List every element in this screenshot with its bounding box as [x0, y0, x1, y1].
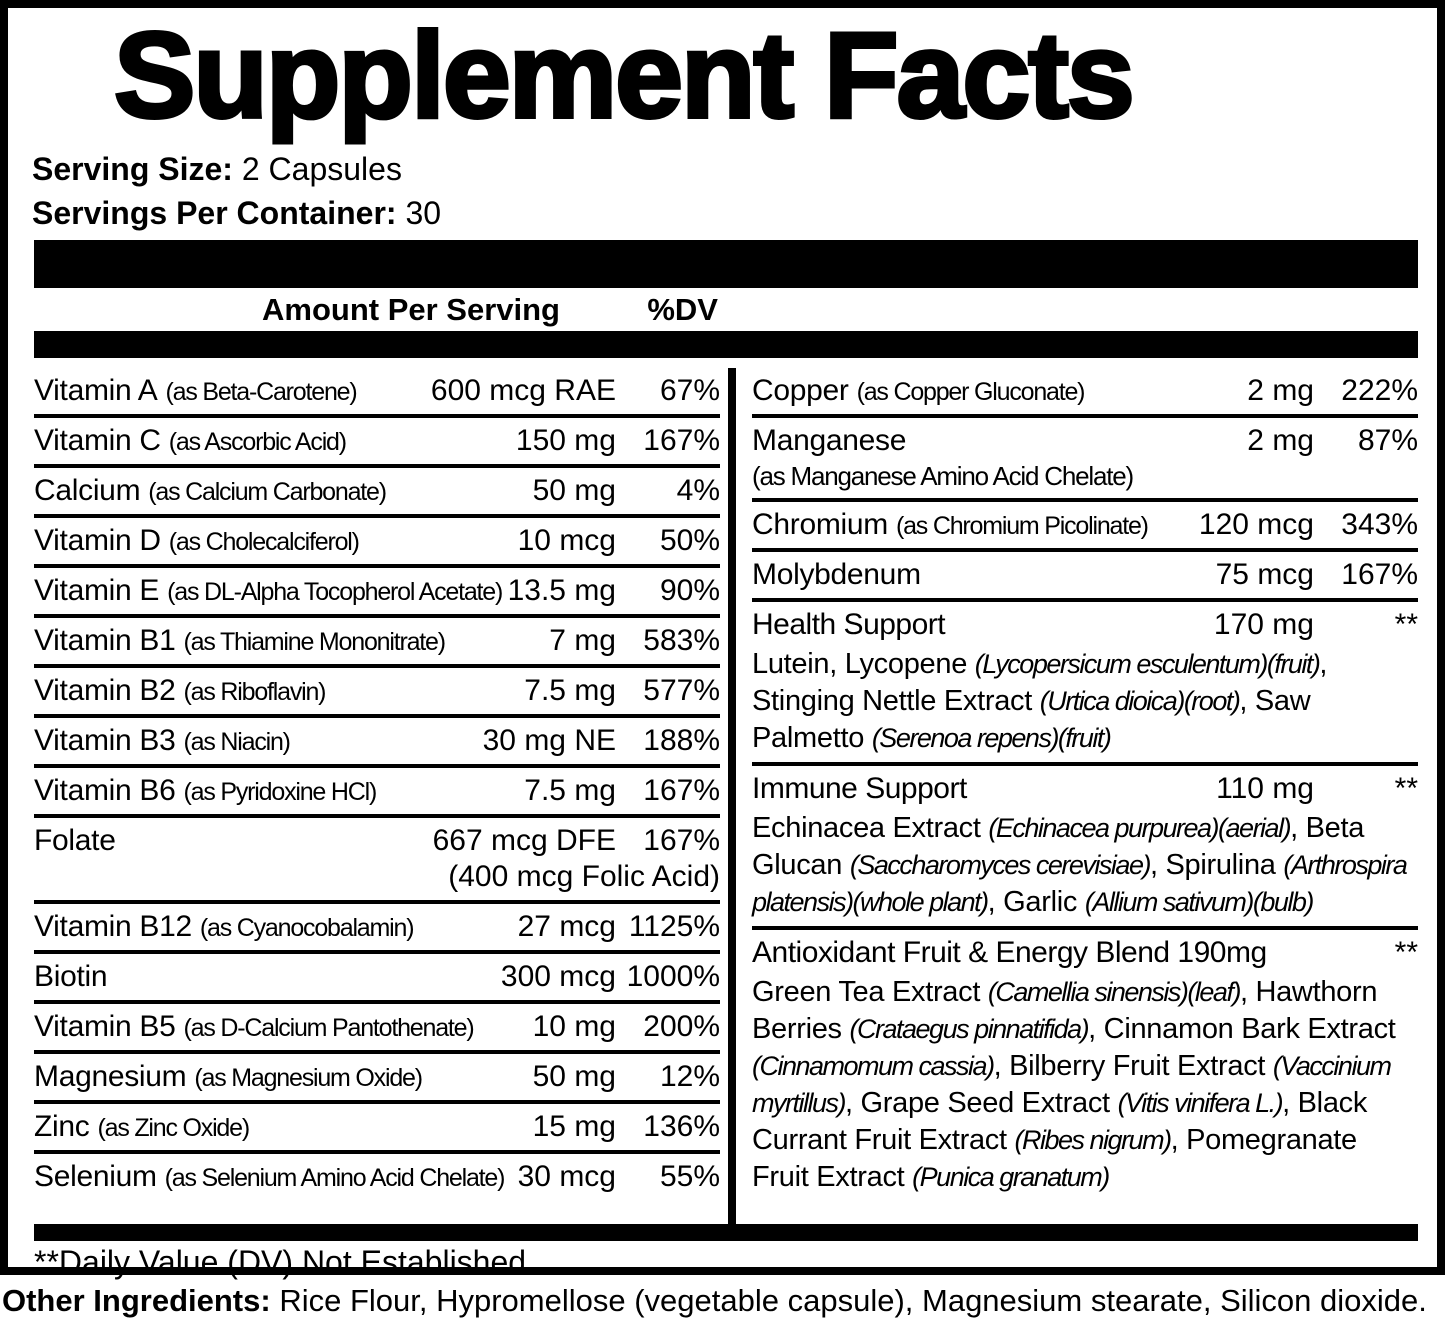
nutrient-amount: 170 mg — [1213, 608, 1314, 641]
nutrient-dv: 67% — [659, 374, 720, 407]
divider-bar-top — [34, 240, 1418, 288]
nutrient-name: Vitamin E — [34, 574, 160, 607]
servings-per-container-value: 30 — [405, 195, 442, 231]
nutrient-name: Molybdenum — [752, 558, 921, 591]
serving-size-line — [32, 151, 402, 187]
nutrient-dv: 55% — [659, 1160, 720, 1193]
serving-size-label: Serving Size: — [32, 151, 233, 187]
other-ingredients-value: Rice Flour, Hypromellose (vegetable capsule), Magnesium stearate, Silicon dioxide. — [279, 1283, 1427, 1318]
nutrient-row — [34, 718, 720, 768]
nutrient-form: (as Ascorbic Acid) — [168, 428, 346, 456]
nutrient-dv: 343% — [1341, 508, 1418, 541]
nutrient-dv: ** — [1394, 772, 1418, 805]
nutrient-dv: 167% — [1341, 558, 1418, 591]
nutrient-name: Vitamin B6 — [34, 774, 176, 807]
nutrient-amount: 10 mcg — [517, 524, 616, 557]
nutrient-row — [752, 368, 1418, 418]
nutrient-form: (as Cyanocobalamin) — [199, 914, 414, 942]
nutrient-dv: 577% — [643, 674, 720, 707]
nutrient-name: Biotin — [34, 960, 108, 993]
nutrient-amount: 7 mg — [549, 624, 616, 657]
nutrient-row — [34, 1054, 720, 1104]
nutrient-name: Vitamin B12 — [34, 910, 192, 943]
nutrient-name: Chromium — [752, 508, 888, 541]
nutrient-form: (as Copper Gluconate) — [856, 378, 1085, 406]
nutrient-amount: 120 mcg — [1198, 508, 1314, 541]
nutrient-row — [34, 954, 720, 1004]
nutrient-row — [752, 766, 1418, 930]
nutrient-dv: 167% — [643, 774, 720, 807]
nutrient-amount: 300 mcg — [500, 960, 616, 993]
nutrient-row — [34, 1004, 720, 1054]
nutrient-dv: ** — [1394, 936, 1418, 969]
nutrient-dv: 87% — [1357, 424, 1418, 457]
nutrient-dv: 12% — [659, 1060, 720, 1093]
nutrient-amount: 13.5 mg — [507, 574, 616, 607]
divider-bar-bottom — [34, 1224, 1418, 1241]
nutrient-dv: 167% — [643, 824, 720, 857]
nutrient-name: Vitamin B3 — [34, 724, 176, 757]
nutrient-form: (as Niacin) — [183, 728, 290, 756]
nutrient-dv: 136% — [643, 1110, 720, 1143]
nutrient-name: Selenium — [34, 1160, 157, 1193]
nutrient-name: Zinc — [34, 1110, 90, 1143]
nutrient-amount: 150 mg — [515, 424, 616, 457]
nutrient-name: Vitamin C — [34, 424, 161, 457]
nutrient-row — [34, 818, 720, 904]
servings-per-container-label: Servings Per Container: — [32, 195, 397, 231]
nutrient-name: Magnesium — [34, 1060, 187, 1093]
nutrient-table — [34, 368, 1418, 1224]
nutrient-dv: ** — [1394, 608, 1418, 641]
nutrient-row — [34, 518, 720, 568]
dv-header: %DV — [647, 292, 718, 327]
nutrient-row — [752, 502, 1418, 552]
nutrient-row — [34, 618, 720, 668]
nutrient-row — [752, 552, 1418, 602]
nutrient-form: (as Calcium Carbonate) — [148, 478, 386, 506]
nutrient-amount: 600 mcg RAE — [430, 374, 616, 407]
nutrient-row — [34, 468, 720, 518]
nutrient-row — [34, 668, 720, 718]
nutrient-amount: 50 mg — [532, 474, 616, 507]
nutrient-form: (as Chromium Picolinate) — [895, 512, 1148, 540]
other-ingredients-line — [2, 1284, 1443, 1318]
nutrient-name: Vitamin B1 — [34, 624, 176, 657]
nutrient-name: Vitamin D — [34, 524, 161, 557]
nutrient-amount: 75 mcg — [1215, 558, 1314, 591]
nutrient-name: Vitamin B5 — [34, 1010, 176, 1043]
nutrient-dv: 4% — [676, 474, 720, 507]
nutrient-form: (as Beta-Carotene) — [165, 378, 357, 406]
nutrient-name: Copper — [752, 374, 849, 407]
nutrient-amount: 50 mg — [532, 1060, 616, 1093]
nutrient-dv: 188% — [643, 724, 720, 757]
nutrient-row — [34, 768, 720, 818]
blend-ingredients: Echinacea Extract (Echinacea purpurea)(aerial), Beta Glucan (Saccharomyces cerevisiae), Spirulina (Arthrospira platensis)(whole plant), Garlic (Allium sativum)(bulb) — [752, 812, 1407, 918]
nutrient-row — [34, 904, 720, 954]
blend-ingredients: Green Tea Extract (Camellia sinensis)(leaf), Hawthorn Berries (Crataegus pinnatifida), Cinnamon Bark Extract (Cinnamomum cassia), Bilberry Fruit Extract (Vaccinium myrtillus), Grape Seed Extract (Vitis vinifera L.), Black Currant Fruit Extract (Ribes nigrum), Pomegranate Fruit Extract (Punica granatum) — [752, 976, 1396, 1193]
nutrient-dv: 200% — [643, 1010, 720, 1043]
nutrient-dv: 1125% — [628, 910, 720, 943]
nutrient-dv: 1000% — [626, 960, 720, 993]
nutrient-amount: 30 mg NE — [482, 724, 616, 757]
nutrient-form: (as Pyridoxine HCl) — [183, 778, 377, 806]
column-divider — [728, 368, 736, 1224]
nutrient-form: (as D-Calcium Pantothenate) — [183, 1014, 474, 1042]
nutrient-column-left — [34, 368, 720, 1224]
nutrient-dv: 583% — [643, 624, 720, 657]
nutrient-amount: 7.5 mg — [524, 774, 616, 807]
nutrient-row — [34, 418, 720, 468]
panel-title: Supplement Facts — [114, 7, 1133, 143]
nutrient-amount: 7.5 mg — [524, 674, 616, 707]
nutrient-column-right — [752, 368, 1418, 1224]
nutrient-name: Vitamin B2 — [34, 674, 176, 707]
nutrient-form: (as Selenium Amino Acid Chelate) — [164, 1164, 505, 1192]
nutrient-amount: 10 mg — [532, 1010, 616, 1043]
nutrient-name: Antioxidant Fruit & Energy Blend 190mg — [752, 936, 1267, 969]
nutrient-name: Calcium — [34, 474, 141, 507]
nutrient-dv: 167% — [643, 424, 720, 457]
nutrient-amount: 2 mg — [1247, 424, 1314, 457]
nutrient-row — [34, 368, 720, 418]
nutrient-amount: 27 mcg — [517, 910, 616, 943]
nutrient-dv: 222% — [1341, 374, 1418, 407]
blend-ingredients: Lutein, Lycopene (Lycopersicum esculentum)(fruit), Stinging Nettle Extract (Urtica dioica)(root), Saw Palmetto (Serenoa repens)(fruit) — [752, 648, 1328, 754]
nutrient-amount: 110 mg — [1216, 772, 1314, 805]
nutrient-row — [752, 418, 1418, 502]
table-header — [34, 292, 718, 328]
nutrient-form: (as DL-Alpha Tocopherol Acetate) — [167, 578, 503, 606]
divider-bar-header — [34, 331, 1418, 358]
nutrient-amount-secondary: (400 mcg Folic Acid) — [448, 860, 720, 893]
nutrient-form: (as Zinc Oxide) — [97, 1114, 249, 1142]
nutrient-name: Manganese — [752, 424, 907, 457]
nutrient-amount: 15 mg — [532, 1110, 616, 1143]
nutrient-name: Vitamin A — [34, 374, 158, 407]
nutrient-dv: 90% — [659, 574, 720, 607]
nutrient-form: (as Cholecalciferol) — [168, 528, 359, 556]
nutrient-row — [34, 1104, 720, 1154]
other-ingredients-label: Other Ingredients: — [2, 1283, 271, 1318]
nutrient-form: (as Thiamine Mononitrate) — [183, 628, 445, 656]
nutrient-amount: 2 mg — [1247, 374, 1314, 407]
serving-size-value: 2 Capsules — [241, 151, 402, 187]
nutrient-dv: 50% — [659, 524, 720, 557]
nutrient-row — [34, 568, 720, 618]
nutrient-row — [34, 1154, 720, 1200]
nutrient-form: (as Magnesium Oxide) — [194, 1064, 422, 1092]
nutrient-row — [752, 602, 1418, 766]
nutrient-name: Immune Support — [752, 772, 967, 805]
nutrient-form-secondary: (as Manganese Amino Acid Chelate) — [752, 461, 1133, 491]
nutrient-amount: 30 mcg — [517, 1160, 616, 1193]
nutrient-form: (as Riboflavin) — [183, 678, 326, 706]
nutrient-name: Health Support — [752, 608, 946, 641]
nutrient-amount: 667 mcg DFE — [432, 824, 616, 857]
nutrient-name: Folate — [34, 824, 116, 857]
nutrient-row — [752, 930, 1418, 1201]
daily-value-footnote: **Daily Value (DV) Not Established — [34, 1244, 527, 1280]
amount-per-serving-header: Amount Per Serving — [262, 292, 560, 327]
servings-per-container-line — [32, 195, 441, 231]
